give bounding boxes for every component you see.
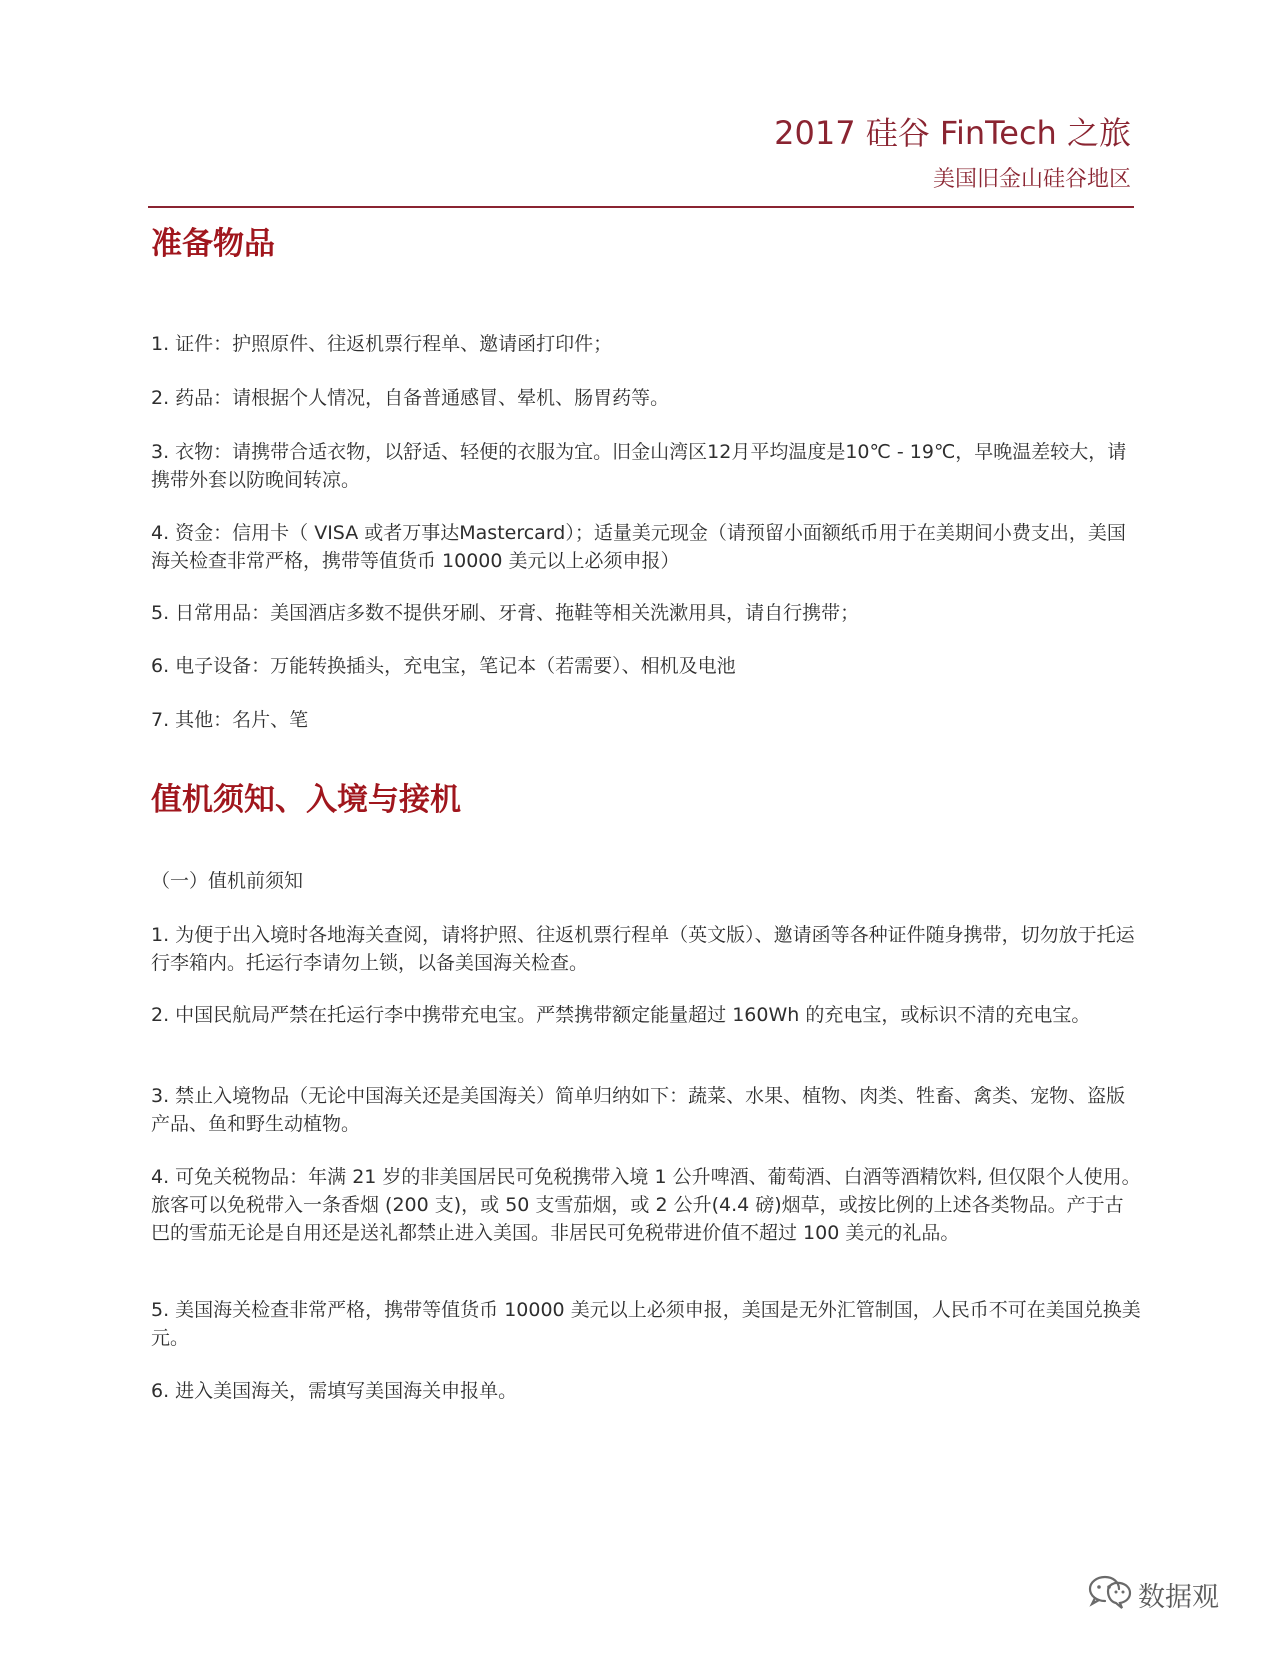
list-item: 7. 其他：名片、笔	[151, 709, 309, 731]
wechat-channel-icon	[1078, 1571, 1134, 1617]
subheading: （一）值机前须知	[151, 870, 304, 892]
list-item: 4. 资金：信用卡（ VISA 或者万事达Mastercard）；适量美元现金（请预留小面额纸币用于在美期间小费支出，美国海关检查非常严格，携带等值货币 10000 美元以上必须申报）	[151, 522, 1126, 572]
list-item: 3. 衣物：请携带合适衣物，以舒适、轻便的衣服为宜。旧金山湾区12月平均温度是10℃ - 19℃，早晚温差较大，请携带外套以防晚间转凉。	[151, 441, 1127, 491]
list-item: 1. 为便于出入境时各地海关查阅，请将护照、往返机票行程单（英文版）、邀请函等各种证件随身携带，切勿放于托运行李箱内。托运行李请勿上锁，以备美国海关检查。	[151, 924, 1135, 974]
document-subtitle: 美国旧金山硅谷地区	[932, 167, 1131, 192]
watermark-text: 数据观	[1138, 1581, 1219, 1613]
list-item: 4. 可免关税物品：年满 21 岁的非美国居民可免税携带入境 1 公升啤酒、葡萄酒、白酒等酒精饮料, 但仅限个人使用。旅客可以免税带入一条香烟 (200 支)，或 50 支雪茄烟，或 2 公升(4.4 磅)烟草，或按比例的上述各类物品。产于古巴的雪茄无论是自用还是送礼都禁止进入美国。非居民可免税带进价值不超过 100 美元的礼品。	[151, 1166, 1141, 1244]
list-item: 5. 日常用品：美国酒店多数不提供牙刷、牙膏、拖鞋等相关洗漱用具，请自行携带；	[151, 602, 860, 624]
list-item: 2. 中国民航局严禁在托运行李中携带充电宝。严禁携带额定能量超过 160Wh 的充电宝，或标识不清的充电宝。	[151, 1004, 1091, 1026]
list-item: 6. 进入美国海关，需填写美国海关申报单。	[151, 1380, 518, 1402]
list-item: 3. 禁止入境物品（无论中国海关还是美国海关）简单归纳如下：蔬菜、水果、植物、肉类、牲畜、禽类、宠物、盗版产品、鱼和野生动植物。	[151, 1085, 1126, 1135]
watermark	[1078, 1570, 1219, 1618]
list-item: 6. 电子设备：万能转换插头，充电宝，笔记本（若需要）、相机及电池	[151, 655, 736, 677]
page-header	[148, 112, 1134, 208]
list-item: 1. 证件：护照原件、往返机票行程单、邀请函打印件；	[151, 333, 613, 355]
list-item: 2. 药品：请根据个人情况，自备普通感冒、晕机、肠胃药等。	[151, 387, 670, 409]
list-item: 5. 美国海关检查非常严格，携带等值货币 10000 美元以上必须申报，美国是无外汇管制国，人民币不可在美国兑换美元。	[151, 1299, 1141, 1349]
section-title-checkin: 值机须知、入境与接机	[151, 782, 461, 818]
document-title: 2017 硅谷 FinTech 之旅	[774, 114, 1131, 152]
section-title-preparation: 准备物品	[151, 226, 275, 262]
